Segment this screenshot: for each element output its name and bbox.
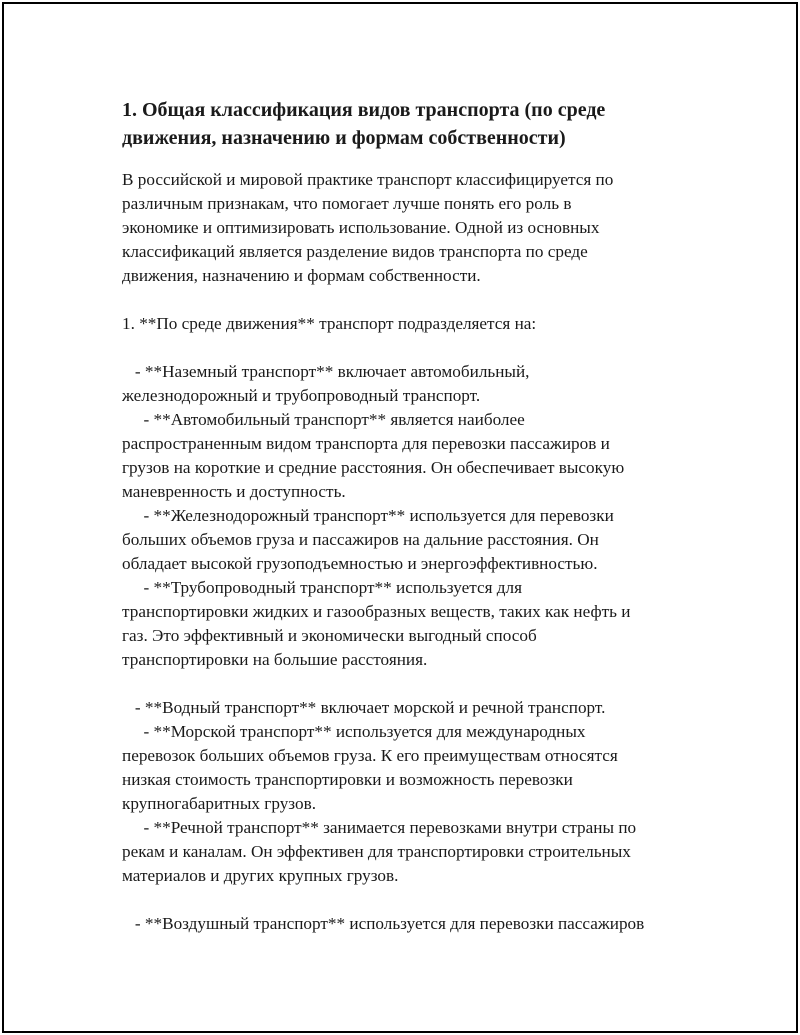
text-line: - **Морской транспорт** используется для международных: [122, 722, 586, 741]
blank-line: [122, 888, 692, 912]
text-line: различным признакам, что помогает лучше понять его роль в: [122, 194, 572, 213]
text-line: грузов на короткие и средние расстояния. Он обеспечивает высокую: [122, 458, 625, 477]
text-line: 1. **По среде движения** транспорт подразделяется на:: [122, 314, 537, 333]
blank-line: [122, 288, 692, 312]
document-body: [122, 96, 692, 936]
section-heading: 1. Общая классификация видов транспорта (по среде движения, назначению и формам собственности): [122, 99, 606, 149]
text-line: транспортировки жидких и газообразных веществ, таких как нефть и: [122, 602, 631, 621]
text-line: газ. Это эффективный и экономически выгодный способ: [122, 626, 537, 645]
text-line: рекам и каналам. Он эффективен для транспортировки строительных: [122, 842, 631, 861]
text-line: материалов и других крупных грузов.: [122, 866, 399, 885]
text-line: движения, назначению и формам собственности.: [122, 266, 481, 285]
blank-line: [122, 672, 692, 696]
text-line: - **Водный транспорт** включает морской и речной транспорт.: [122, 698, 606, 717]
document-page: [2, 2, 798, 1033]
text-line: - **Трубопроводный транспорт** используется для: [122, 578, 523, 597]
text-line: классификаций является разделение видов транспорта по среде: [122, 242, 588, 261]
text-line: железнодорожный и трубопроводный транспорт.: [122, 386, 481, 405]
text-line: больших объемов груза и пассажиров на дальние расстояния. Он: [122, 530, 599, 549]
blank-line: [122, 336, 692, 360]
text-line: обладает высокой грузоподъемностью и энергоэффективностью.: [122, 554, 598, 573]
text-line: - **Железнодорожный транспорт** используется для перевозки: [122, 506, 614, 525]
text-line: В российской и мировой практике транспорт классифицируется по: [122, 170, 614, 189]
text-line: маневренность и доступность.: [122, 482, 346, 501]
text-line: - **Наземный транспорт** включает автомобильный,: [122, 362, 530, 381]
text-line: транспортировки на большие расстояния.: [122, 650, 428, 669]
text-line: крупногабаритных грузов.: [122, 794, 316, 813]
text-line: - **Воздушный транспорт** используется для перевозки пассажиров: [122, 914, 645, 933]
text-line: распространенным видом транспорта для перевозки пассажиров и: [122, 434, 610, 453]
text-line: - **Автомобильный транспорт** является наиболее: [122, 410, 525, 429]
text-line: экономике и оптимизировать использование. Одной из основных: [122, 218, 600, 237]
paragraph-lines: [122, 168, 692, 936]
text-line: перевозок больших объемов груза. К его преимуществам относятся: [122, 746, 618, 765]
text-line: низкая стоимость транспортировки и возможность перевозки: [122, 770, 573, 789]
text-line: - **Речной транспорт** занимается перевозками внутри страны по: [122, 818, 637, 837]
